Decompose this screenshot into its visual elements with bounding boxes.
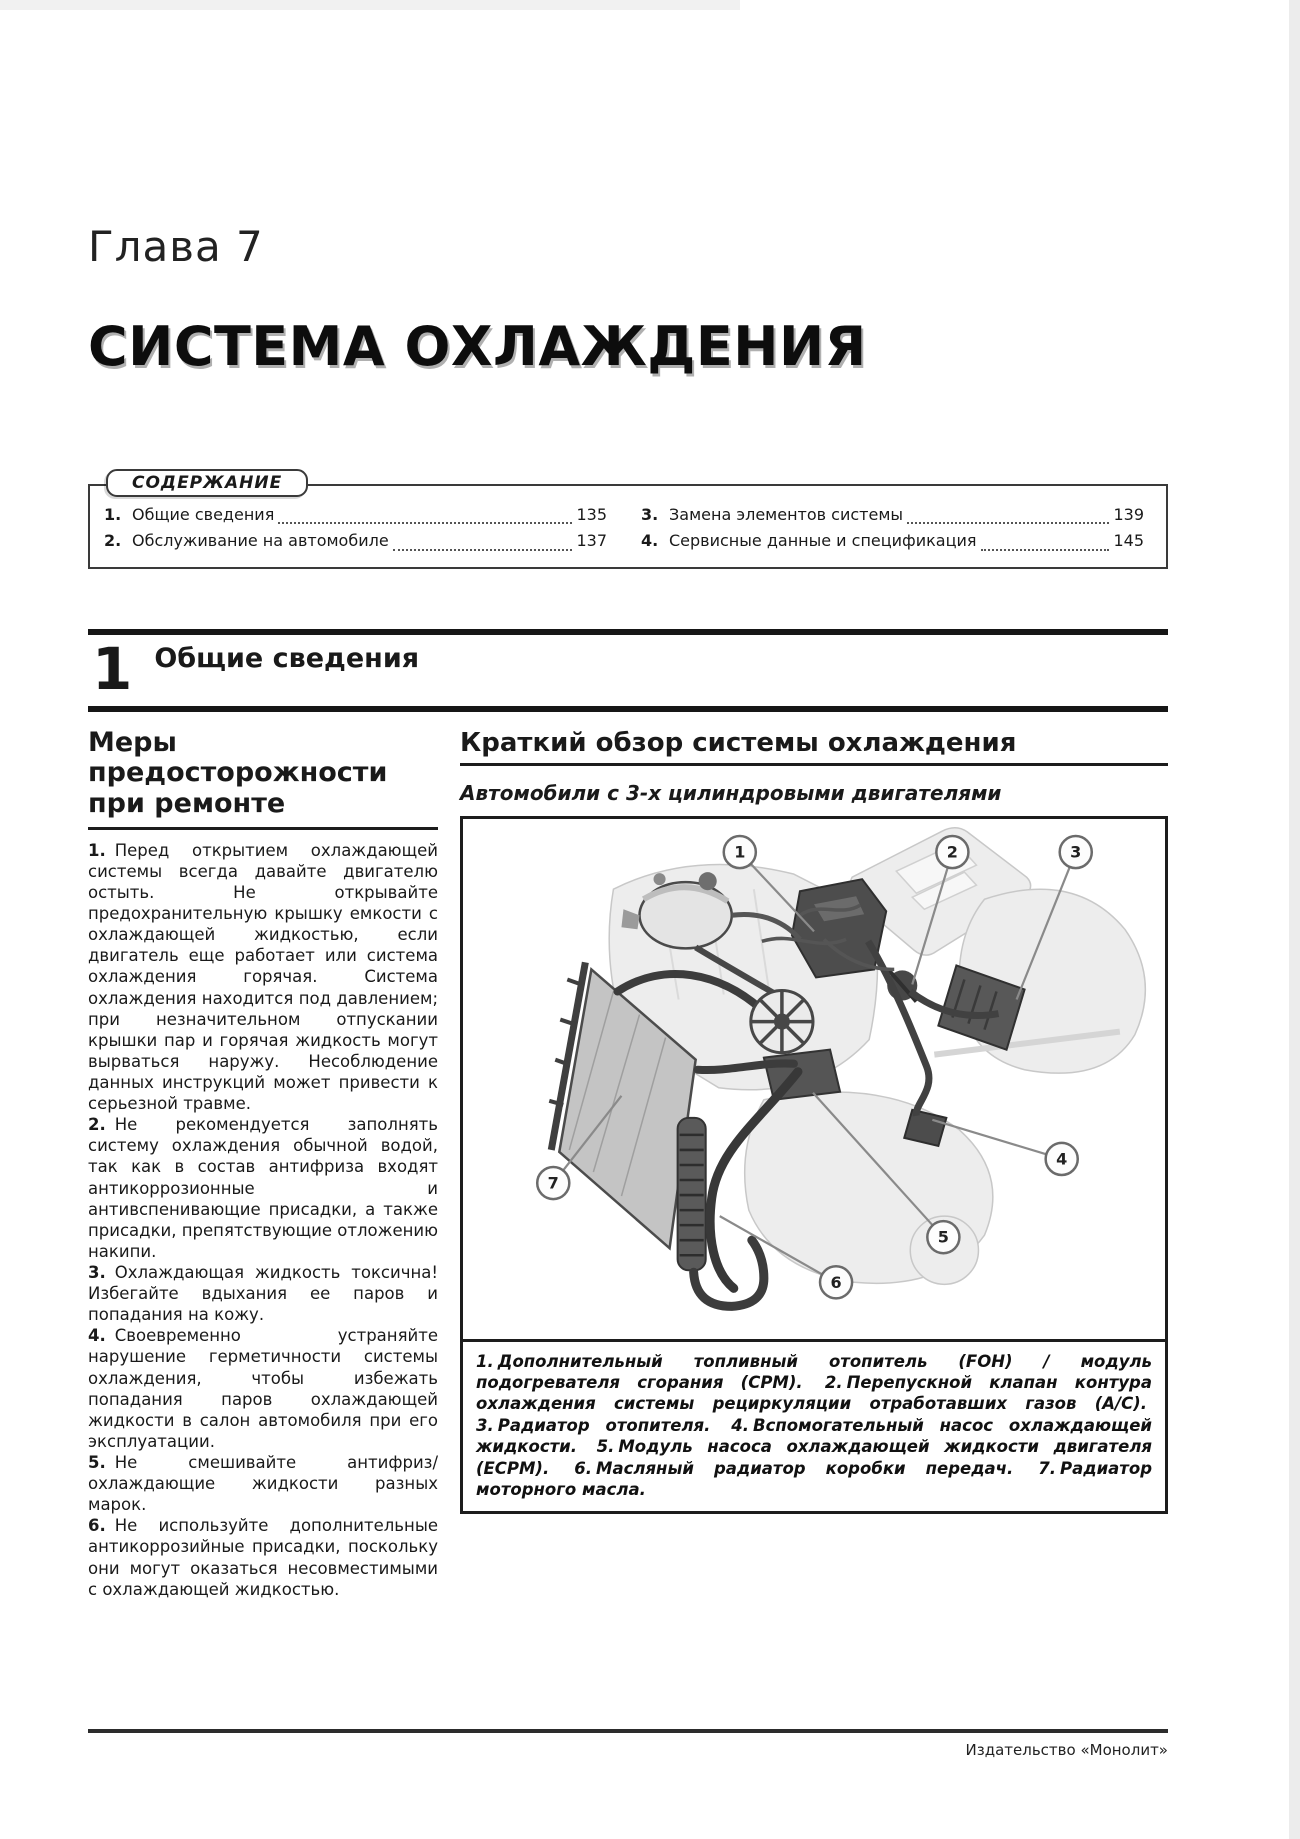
figure-caption [460,1339,1168,1514]
paragraph-text: Не используйте дополнительные антикоррозийные присадки, поскольку они могут оказаться несовместимыми с охлаждающей жидкостью. [88,1516,438,1599]
paragraph-number: 5. [88,1452,106,1472]
caption-number: 3. [476,1415,494,1435]
toc-item-number: 3. [641,505,659,524]
toc-column-1 [104,502,607,555]
safety-text [88,840,438,1600]
toc-page-number: 145 [1113,531,1144,551]
toc-leader [278,522,572,524]
paragraph-text: Не смешивайте антифриз/охлаждающие жидкости разных марок. [88,1452,438,1515]
safety-heading: Меры предосторожности при ремонте [88,728,438,830]
caption-segment [574,1459,1013,1478]
paragraph-number: 1. [88,840,106,860]
toc-column-2 [641,502,1144,555]
safety-paragraph [88,1452,438,1515]
svg-text:1: 1 [734,842,746,862]
caption-number: 2. [824,1372,843,1392]
paragraph-text: Охлаждающая жидкость токсична! Избегайте вдыхания ее паров и попадания на кожу. [88,1262,438,1325]
toc-leader [907,522,1109,524]
paragraph-text: Перед открытием охлаждающей системы всегда давайте двигателю остыть. Не открывайте предохранительную крышку емкости с охлаждающей жидкостью, если двигатель еще работает или система охлаждения горячая. Система охлаждения находится под давлением; при незначительном отпускании крышки пар и горячая жидкость могут вырваться наружу. Несоблюдение данных инструкций может привести к серьезной травме. [88,840,438,1114]
overview-column [460,728,1168,1600]
toc-item-label: Сервисные данные и спецификация [669,531,977,551]
toc-tab: СОДЕРЖАНИЕ [106,469,308,497]
caption-text: Радиатор отопителя. [497,1415,711,1435]
caption-text: Масляный радиатор коробки передач. [596,1458,1014,1478]
caption-text: Вспомогательный насос охлаждающей жидкости. [476,1415,1152,1457]
caption-number: 6. [574,1458,593,1478]
paragraph-number: 3. [88,1262,106,1282]
page-title: СИСТЕМА ОХЛАЖДЕНИЯ [88,315,867,378]
caption-number: 5. [596,1437,615,1457]
safety-paragraph [88,840,438,1114]
engines-subheading: Автомобили с 3-х цилиндровыми двигателями [460,781,1002,806]
toc-item [641,528,1144,554]
toc [88,473,1168,569]
pump-wheel-shape [751,991,813,1053]
toc-page-number: 137 [576,531,607,551]
safety-column [88,728,438,1600]
svg-text:3: 3 [1070,842,1082,862]
svg-text:7: 7 [547,1173,559,1193]
caption-text: Дополнительный топливный отопитель (FOH) / модуль подогревателя сгорания (CPM). [476,1351,1152,1392]
caption-segment [476,1416,710,1435]
caption-number: 1. [476,1351,494,1371]
caption-text: Модуль насоса охлаждающей жидкости двигателя (ECPM). [476,1437,1152,1478]
two-column-layout [88,728,1168,1600]
safety-paragraph [88,1515,438,1599]
toc-leader [393,549,573,551]
toc-item [641,502,1144,528]
caption-number: 7. [1038,1458,1057,1478]
safety-paragraph [88,1114,438,1262]
section-title: Общие сведения [154,642,420,674]
safety-paragraph [88,1262,438,1325]
paragraph-text: Не рекомендуется заполнять систему охлаждения обычной водой, так как в состав антифриза входят антикоррозионные и антивспенивающие присадки, а также присадки, препятствующие отложению накипи. [88,1115,438,1261]
svg-text:6: 6 [830,1272,842,1292]
paragraph-number: 2. [88,1115,106,1135]
cooling-system-diagram [463,819,1165,1338]
svg-text:2: 2 [946,842,958,862]
toc-item [104,528,607,554]
overview-heading: Краткий обзор системы охлаждения [460,728,1168,766]
toc-page-number: 135 [576,505,607,524]
section-number: 1 [92,634,133,703]
safety-paragraph [88,1325,438,1452]
toc-item-label: Общие сведения [132,505,275,524]
paragraph-number: 6. [88,1516,106,1536]
toc-columns [104,502,1144,555]
toc-item-number: 4. [641,531,659,551]
figure-box [460,816,1168,1341]
toc-item-label: Замена элементов системы [669,505,904,524]
toc-item [104,502,607,528]
svg-text:4: 4 [1056,1149,1068,1169]
page-content [88,0,1168,1600]
caption-number: 4. [731,1415,749,1435]
paragraph-text: Своевременно устраняйте нарушение герметичности системы охлаждения, чтобы избежать попадания паров охлаждающей жидкости в салон автомобиля при его эксплуатации. [88,1326,438,1451]
toc-leader [981,549,1110,551]
toc-item-number: 2. [104,531,122,551]
publisher-credit: Издательство «Монолит» [88,1729,1168,1759]
toc-item-number: 1. [104,505,122,524]
chapter-heading: Глава 7 [88,222,264,271]
toc-item-label: Обслуживание на автомобиле [132,531,389,551]
scan-artifact-right [1289,0,1300,1839]
caption-text: Радиатор моторного масла. [476,1458,1153,1500]
section-header [88,629,1168,712]
paragraph-number: 4. [88,1326,106,1346]
caption-text: Перепускной клапан контура охлаждения системы рециркуляции отработавших газов (A/C). [476,1372,1152,1414]
toc-page-number: 139 [1113,505,1144,524]
svg-text:5: 5 [937,1227,949,1247]
